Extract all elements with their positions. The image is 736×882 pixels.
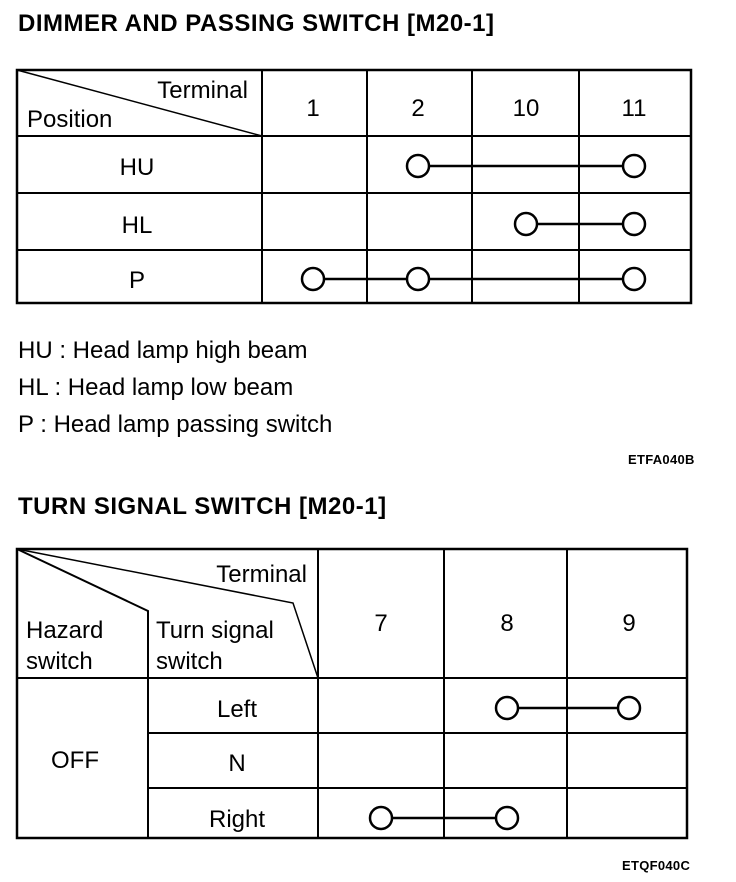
legend-item-p: P : Head lamp passing switch	[18, 411, 333, 438]
dimmer-header-terminal: Terminal	[157, 77, 248, 104]
dimmer-row-label-hl: HL	[121, 212, 153, 239]
turn-header-hazard-line1: Hazard	[26, 617, 104, 644]
turn-terminal-7: 7	[374, 610, 388, 637]
turn-row-label-n: N	[228, 750, 246, 777]
dimmer-terminal-1: 1	[306, 95, 320, 122]
dimmer-terminal-connection-circle	[623, 213, 645, 235]
dimmer-terminal-connection-circle	[623, 155, 645, 177]
dimmer-terminal-10: 10	[512, 95, 540, 122]
dimmer-terminal-2: 2	[411, 95, 425, 122]
turn-header-hazard-line2: switch	[26, 648, 93, 675]
dimmer-terminal-connection-circle	[515, 213, 537, 235]
turn-terminal-connection-circle	[496, 807, 518, 829]
legend-item-hu: HU : Head lamp high beam	[18, 337, 308, 364]
turn-terminal-connection-circle	[370, 807, 392, 829]
turn-switch-table	[17, 549, 687, 838]
dimmer-legend	[18, 332, 332, 443]
turn-row-label-left: Left	[216, 696, 258, 723]
legend-item-hl: HL : Head lamp low beam	[18, 374, 294, 401]
turn-terminal-9: 9	[622, 610, 636, 637]
dimmer-header-position: Position	[27, 106, 113, 133]
turn-figure-code: ETQF040C	[622, 858, 691, 873]
turn-header-turn-signal-line2: switch	[156, 648, 223, 675]
turn-row-label-right: Right	[208, 806, 266, 833]
dimmer-row-label-hu: HU	[119, 154, 155, 181]
dimmer-terminal-connection-circle	[407, 268, 429, 290]
turn-header-turn-signal-line1: Turn signal	[156, 617, 274, 644]
turn-header-terminal: Terminal	[216, 561, 307, 588]
turn-terminal-connection-circle	[618, 697, 640, 719]
dimmer-switch-table	[17, 70, 691, 303]
dimmer-terminal-connection-circle	[623, 268, 645, 290]
turn-terminal-connection-circle	[496, 697, 518, 719]
dimmer-terminal-connection-circle	[302, 268, 324, 290]
turn-switch-title: TURN SIGNAL SWITCH [M20-1]	[18, 493, 387, 520]
dimmer-terminal-connection-circle	[407, 155, 429, 177]
dimmer-terminal-11: 11	[621, 95, 647, 122]
turn-terminal-8: 8	[500, 610, 514, 637]
dimmer-figure-code: ETFA040B	[628, 452, 695, 467]
dimmer-row-label-p: P	[128, 267, 146, 294]
turn-hazard-state: OFF	[51, 747, 99, 774]
dimmer-switch-title: DIMMER AND PASSING SWITCH [M20-1]	[18, 10, 495, 37]
